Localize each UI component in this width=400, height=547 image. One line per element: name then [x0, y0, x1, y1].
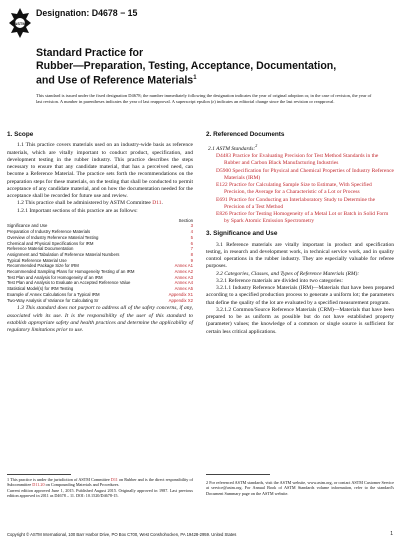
para-3-2: 3.2 Categories, Classes, and Types of Reference Materials (RM): — [216, 270, 360, 277]
toc-row — [7, 298, 193, 304]
astm-logo — [7, 6, 33, 40]
scope-heading: 1. Scope — [7, 131, 34, 138]
toc-section-link[interactable]: 8 — [190, 251, 193, 257]
title-line-3: and Use of Reference Materials$^1$ — [36, 74, 197, 87]
title-line-1: Standard Practice for — [36, 47, 144, 59]
toc-label: Statistical Model(s) for IRM Testing — [7, 286, 74, 292]
significance-heading: 3. Significance and Use — [206, 230, 278, 238]
astm-standards-list — [206, 142, 394, 225]
standard-title: Practice for Calculating Sample Size to Estimate, With Specified Precision, the Average for a Characteristic of a Lot or Process — [224, 182, 372, 196]
standard-title: Practice for Evaluating Precision for Test Method Standards in the Rubber and Carbon Black Manufacturing Industries — [224, 153, 379, 167]
committee-link[interactable]: D11 — [152, 200, 162, 207]
designation: Designation: D4678 − 15 — [36, 8, 138, 18]
toc-section-link[interactable]: Annex A1 — [174, 263, 193, 269]
standard-code-link[interactable]: D4483 — [216, 153, 231, 160]
referenced-standard — [206, 197, 394, 211]
referenced-documents-heading: 2. Referenced Documents — [206, 131, 285, 138]
para-3-2-1: 3.2.1 Reference materials are divided into two categories: — [216, 277, 343, 284]
toc-label: Typical Reference Material Use — [7, 257, 67, 263]
referenced-standard — [206, 168, 394, 182]
standard-title: Practice for Conducting an Interlaboratory Study to Determine the Precision of a Test Method — [224, 196, 376, 210]
toc-label: Preparation of Industry Reference Materials — [7, 229, 91, 235]
issuance-note: This standard is issued under the fixed designation D4678; the number immediately following the designation indicates the year of original adoption or, in the case of revision, the year of last revision. A number in parentheses indicates the year of last reapproval. A superscript epsilon (ε) indicates an editorial change since the last revision or reapproval. — [36, 93, 372, 104]
toc-label: Two-Way Analysis of Variance for Calculating Sr — [7, 297, 99, 303]
toc-section-link[interactable]: Annex A4 — [174, 280, 193, 286]
footnote-1: 1 This practice is under the jurisdiction of ASTM Committee D11 on Rubber and is the direct responsibility of Subcommittee D11.20 on Compounding Materials and Procedures. Current edition approved June 1, 2015. Published August 2015. Originally approved in 1987. Last previous edition approved in 2011 as D4678 – 11. DOI: 10.1520/D4678-15. — [7, 477, 193, 499]
footnote-1-edition: Current edition approved June 1, 2015. Published August 2015. Originally approved in 1987. Last previous edition approved in 2011 as D4678 – 11. DOI: 10.1520/D4678-15. — [7, 487, 193, 499]
toc-label: Reference Material Documentation — [7, 246, 74, 252]
standard-title: Specification for Physical and Chemical Properties of Industry Reference Materials (IRM) — [224, 167, 394, 181]
toc-section-link[interactable]: Annex A5 — [174, 286, 193, 292]
footnote-2: 2 For referenced ASTM standards, visit the ASTM website, www.astm.org, or contact ASTM Customer Service at service@astm.org. For Annual Book of ASTM Standards volume information, refer to the standard's Document Summary page on the ASTM website. — [206, 480, 394, 496]
toc-section-link[interactable]: Appendix X1 — [168, 291, 193, 297]
standard-code-link[interactable]: D5900 — [216, 167, 231, 174]
para-1-1: 1.1 This practice covers materials used on an industry-wide basis as reference materials, which are vitally important to conduct product, specification, and development testing in the rubber industry. This practice describes the steps necessary to ensure that any candidate material, that has a perceived need, can become a Reference Material. The practice sets forth the recommendations on the preparation steps for these materials, on the testing that shall be conducted to permit acceptance of any candidate material, and on how the documentation needed for the acceptance shall be recorded for future use and review. — [7, 142, 193, 199]
standard-code-link[interactable]: E826 — [216, 210, 228, 217]
referenced-standard — [206, 211, 394, 225]
para-1-2: 1.2 This practice shall be administered by ASTM Committee D11. — [17, 200, 163, 207]
copyright-footer: Copyright © ASTM International, 100 Barr Harbor Drive, PO Box C700, West Conshohocken, PA 19428-2959. United States — [7, 532, 237, 537]
toc-label: Example of Annex Calculations for a Typical IRM — [7, 291, 100, 297]
left-column — [7, 131, 193, 334]
para-3-1: 3.1 Reference materials are vitally important in product and specification testing, in research and development work, in technical service work, and in quality control operations in the rubber industry. They are especially valuable for referee purposes. — [206, 241, 394, 270]
toc-label: Test Plan and Analysis to Evaluate an Accepted Reference Value — [7, 280, 131, 286]
standard-code-link[interactable]: E122 — [216, 182, 228, 189]
toc-section-link[interactable]: 9 — [190, 257, 193, 263]
standard-code-link[interactable]: E691 — [216, 196, 228, 203]
para-3-2-1-2: 3.2.1.2 Common/Source Reference Materials (CRM)—Materials that have been prepared to be as uniform as possible but do not have established property (parameter) values; the knowledge of a common or single source is sufficient for certain less critical applications. — [206, 306, 394, 335]
toc-label: Overview of Industry Reference Material Testing — [7, 234, 99, 240]
toc-header: Section — [178, 217, 193, 223]
referenced-standard — [206, 182, 394, 196]
toc-label: Recommended Package Size for IRM — [7, 263, 79, 269]
toc-section-link[interactable]: 4 — [190, 229, 193, 235]
document-title — [36, 47, 366, 87]
title-line-2: Rubber—Preparation, Testing, Acceptance, Documentation, — [36, 59, 337, 72]
svg-text:ASTM: ASTM — [14, 21, 26, 26]
toc-label: Recommended Sampling Plans for Homogeneity Testing of an IRM — [7, 269, 135, 275]
toc-section-link[interactable]: 6 — [190, 240, 193, 246]
standard-title: Practice for Testing Homogeneity of a Metal Lot or Batch in Solid Form by Spark Atomic Emission Spectrometry — [224, 210, 389, 225]
para-3-2-1-1: 3.2.1.1 Industry Reference Materials (IRM)—Materials that have been prepared according to a specified production process to generate a uniform lot; the parameters that define the quality of the lot are evaluated by a specified measurement program. — [206, 285, 394, 306]
toc-section-link[interactable]: 3 — [190, 223, 193, 229]
para-1-3: 1.3 This standard does not purport to address all of the safety concerns, if any, associated with its use. It is the responsibility of the user of this standard to establish appropriate safety and health practices and determine the applicability of regulatory limitations prior to use. — [7, 305, 193, 334]
right-column — [206, 131, 394, 336]
toc-section-link[interactable]: 5 — [190, 234, 193, 240]
toc-section-link[interactable]: Annex A2 — [174, 269, 193, 275]
page-number: 1 — [390, 531, 393, 537]
footnote-rule-right — [206, 474, 270, 475]
toc-label: Significance and Use — [7, 223, 48, 229]
toc-label: Chemical and Physical Specifications for IRM — [7, 240, 94, 246]
toc-section-link[interactable]: Annex A3 — [174, 274, 193, 280]
sections-list — [7, 218, 193, 304]
toc-label: Test Plan and Analysis for Homogeneity of an IRM — [7, 274, 103, 280]
toc-section-link[interactable]: 7 — [190, 246, 193, 252]
referenced-standard — [206, 153, 394, 167]
astm-standards-subheading: 2.1 ASTM Standards:$^2$ — [208, 143, 258, 153]
footnote-rule-left — [7, 474, 71, 475]
toc-label: Assignment and Tabulation of Reference Material Numbers — [7, 251, 120, 257]
para-1-2-1: 1.2.1 Important sections of this practice are as follows: — [17, 207, 138, 214]
footnote-subcommittee-link[interactable]: D11.20 — [32, 482, 45, 488]
toc-section-link[interactable]: Appendix X2 — [168, 297, 193, 303]
title-footnote-mark: 1 — [193, 75, 197, 82]
footnote-committee-link[interactable]: D11 — [110, 477, 118, 482]
